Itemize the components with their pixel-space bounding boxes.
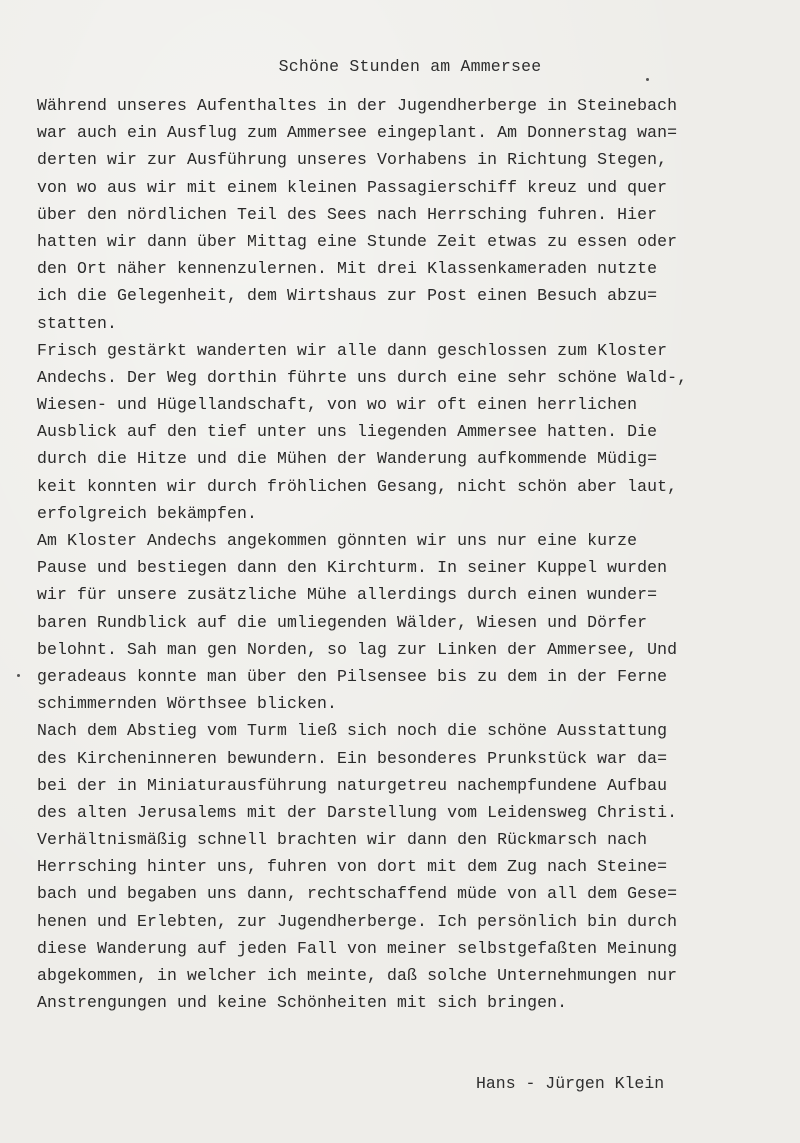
text-line: hatten wir dann über Mittag eine Stunde Zeit etwas zu essen oder xyxy=(37,231,678,251)
text-line: belohnt. Sah man gen Norden, so lag zur Linken der Ammersee, Und xyxy=(37,639,678,659)
text-line: Frisch gestärkt wanderten wir alle dann geschlossen zum Kloster xyxy=(37,340,668,360)
text-line: den Ort näher kennenzulernen. Mit drei Klassenkameraden nutzte xyxy=(37,259,658,279)
text-line: Herrsching hinter uns, fuhren von dort mit dem Zug nach Steine= xyxy=(37,857,668,877)
text-line: Nach dem Abstieg vom Turm ließ sich noch die schöne Ausstattung xyxy=(37,721,668,741)
text-line: baren Rundblick auf die umliegenden Wälder, Wiesen und Dörfer xyxy=(37,612,648,632)
text-line: Pause und bestiegen dann den Kirchturm. In seiner Kuppel wurden xyxy=(37,558,668,578)
text-line: Anstrengungen und keine Schönheiten mit sich bringen. xyxy=(37,993,568,1013)
text-line: wir für unsere zusätzliche Mühe allerdings durch einen wunder= xyxy=(37,585,658,605)
text-line: des alten Jerusalems mit der Darstellung vom Leidensweg Christi. xyxy=(37,802,678,822)
text-line: des Kircheninneren bewundern. Ein besonderes Prunkstück war da= xyxy=(37,748,668,768)
text-line: statten. xyxy=(37,313,118,333)
text-line: Verhältnismäßig schnell brachten wir dann den Rückmarsch nach xyxy=(37,830,648,850)
text-line: von wo aus wir mit einem kleinen Passagierschiff kreuz und quer xyxy=(37,177,668,197)
text-line: Wiesen- und Hügellandschaft, von wo wir oft einen herrlichen xyxy=(37,395,638,415)
signature: Hans - Jürgen Klein xyxy=(476,1074,665,1093)
text-line: bei der in Miniaturausführung naturgetreu nachempfundene Aufbau xyxy=(37,775,668,795)
text-line: schimmernden Wörthsee blicken. xyxy=(37,694,338,714)
text-line: erfolgreich bekämpfen. xyxy=(37,503,258,523)
text-line: bach und begaben uns dann, rechtschaffend müde von all dem Gese= xyxy=(37,884,678,904)
text-line: Ausblick auf den tief unter uns liegenden Ammersee hatten. Die xyxy=(37,422,658,442)
text-line: durch die Hitze und die Mühen der Wanderung aufkommende Müdig= xyxy=(37,449,658,469)
page-title: Schöne Stunden am Ammersee xyxy=(278,57,542,76)
text-line: geradeaus konnte man über den Pilsensee bis zu dem in der Ferne xyxy=(37,666,668,686)
text-line: über den nördlichen Teil des Sees nach Herrsching fuhren. Hier xyxy=(37,204,658,224)
ink-speck xyxy=(17,674,20,677)
text-line: henen und Erlebten, zur Jugendherberge. Ich persönlich bin durch xyxy=(37,911,678,931)
text-line: war auch ein Ausflug zum Ammersee eingeplant. Am Donnerstag wan= xyxy=(37,123,678,143)
text-line: diese Wanderung auf jeden Fall von meiner selbstgefaßten Meinung xyxy=(37,938,678,958)
text-line: derten wir zur Ausführung unseres Vorhabens in Richtung Stegen, xyxy=(37,150,668,170)
text-line: Andechs. Der Weg dorthin führte uns durch eine sehr schöne Wald-, xyxy=(37,367,688,387)
text-line: keit konnten wir durch fröhlichen Gesang, nicht schön aber laut, xyxy=(37,476,678,496)
text-line: abgekommen, in welcher ich meinte, daß solche Unternehmungen nur xyxy=(37,966,678,985)
text-line: ich die Gelegenheit, dem Wirtshaus zur Post einen Besuch abzu= xyxy=(37,286,658,306)
text-line: Während unseres Aufenthaltes in der Jugendherberge in Steinebach xyxy=(37,96,678,115)
text-line: Am Kloster Andechs angekommen gönnten wir uns nur eine kurze xyxy=(37,531,638,550)
body-text xyxy=(37,92,797,1016)
ink-speck xyxy=(646,78,649,81)
